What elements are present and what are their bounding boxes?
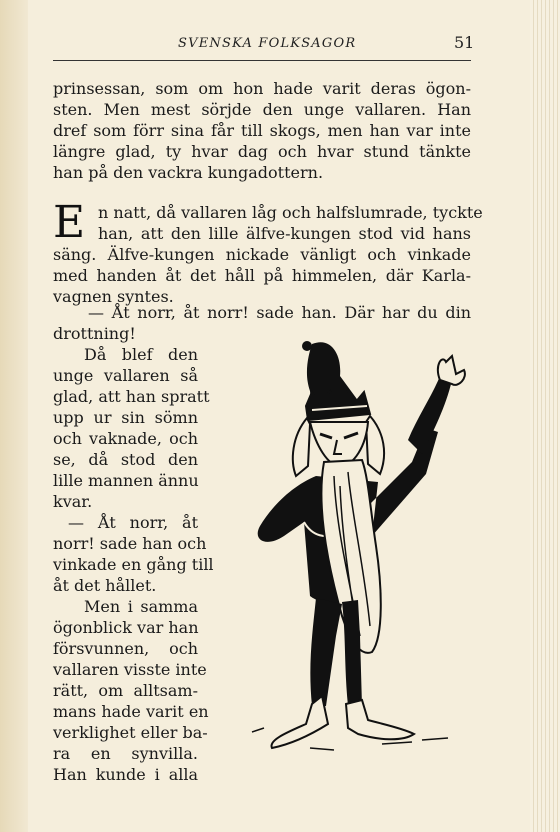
page-edges <box>530 0 560 832</box>
text-line: han på den vackra kungadottern. <box>53 163 324 182</box>
text-line: han, att den lille älfve-kungen stod vid hans <box>98 224 471 243</box>
text-line: Då blef den <box>84 345 198 364</box>
text-line: Han kunde i alla <box>53 765 198 784</box>
text-line: sten. Men mest sörjde den unge vallaren. Han <box>53 100 471 119</box>
text-line: upp ur sin sömn <box>53 408 198 427</box>
text-line: vagnen syntes. <box>53 287 174 306</box>
text-line: och vaknade, och <box>53 429 198 448</box>
text-line: se, då stod den <box>53 450 198 469</box>
text-line: kvar. <box>53 492 93 511</box>
text-line: åt det hållet. <box>53 576 157 595</box>
text-line: längre glad, ty hvar dag och hvar stund tänkte <box>53 142 471 161</box>
text-line: försvunnen, och <box>53 639 198 658</box>
text-line: — Åt norr, åt <box>68 513 198 532</box>
text-line: ögonblick var han <box>53 618 199 637</box>
text-line: rätt, om alltsam- <box>53 681 198 700</box>
text-line: prinsessan, som om hon hade varit deras ögon- <box>53 79 471 98</box>
page-number: 51 <box>454 33 475 52</box>
text-line: dref som förr sina får till skogs, men han var inte <box>53 121 471 140</box>
text-line: verklighet eller ba- <box>53 723 208 742</box>
text-line: glad, att han spratt <box>53 387 210 406</box>
text-line: drottning! <box>53 324 136 343</box>
text-line: unge vallaren så <box>53 366 198 385</box>
text-line: ra en synvilla. <box>53 744 198 763</box>
text-line: säng. Älfve-kungen nickade vänligt och vinkade <box>53 245 471 264</box>
header-rule <box>53 60 471 61</box>
running-header-title: SVENSKA FOLKSAGOR <box>178 36 357 51</box>
text-line: norr! sade han och <box>53 534 207 553</box>
text-line: lille mannen ännu <box>53 471 199 490</box>
text-line: n natt, då vallaren låg och halfslumrade, tyckte <box>98 203 483 222</box>
text-line: — Åt norr, åt norr! sade han. Där har du din <box>88 303 471 322</box>
drop-cap: E <box>53 197 86 248</box>
text-line: mans hade varit en <box>53 702 209 721</box>
text-line: Men i samma <box>84 597 198 616</box>
text-line: med handen åt det håll på himmelen, där Karla- <box>53 266 471 285</box>
book-spine-shadow <box>0 0 28 832</box>
text-line: vallaren visste inte <box>53 660 207 679</box>
text-line: vinkade en gång till <box>53 555 214 574</box>
elf-king-illustration <box>212 336 474 766</box>
